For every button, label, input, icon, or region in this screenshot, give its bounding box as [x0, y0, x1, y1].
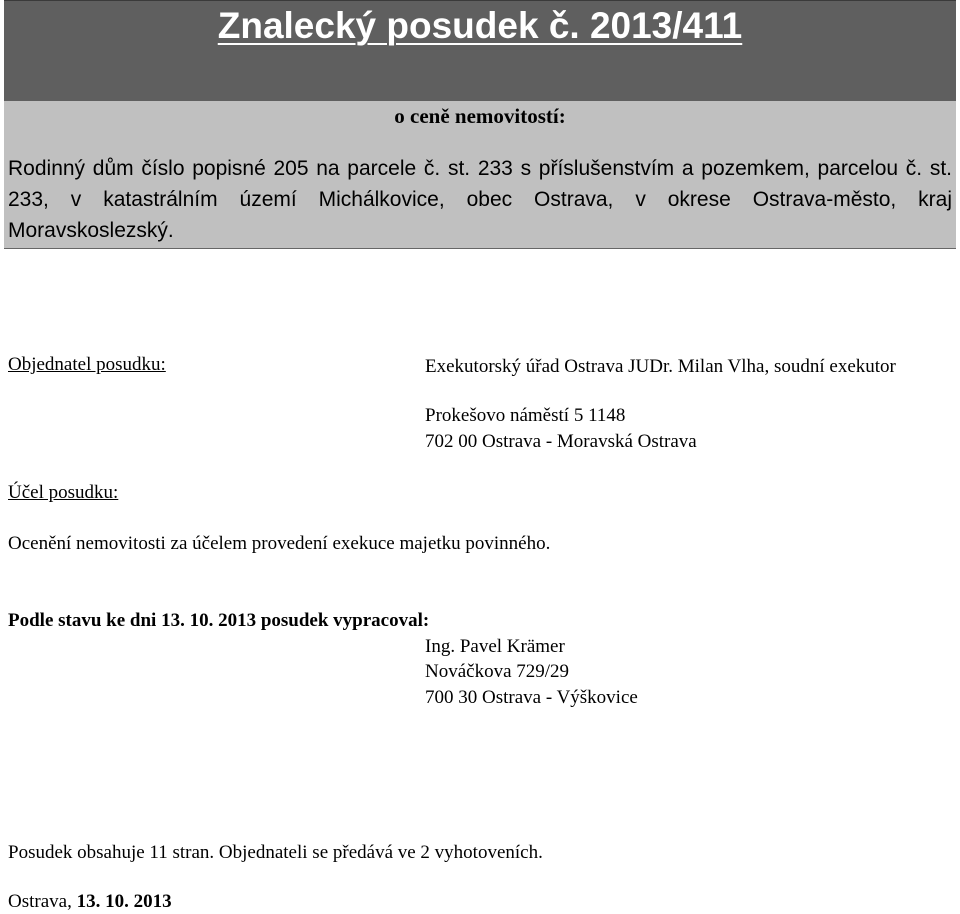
- client-label: Objednatel posudku:: [8, 354, 166, 375]
- place: Ostrava,: [8, 891, 72, 912]
- client-name: Exekutorský úřad Ostrava JUDr. Milan Vlha, soudní exekutor: [425, 356, 896, 377]
- author-label: Podle stavu ke dni 13. 10. 2013 posudek vypracoval:: [8, 610, 430, 631]
- title-band: [4, 0, 956, 102]
- pages-note: Posudek obsahuje 11 stran. Objednateli se předává ve 2 vyhotoveních.: [8, 842, 543, 863]
- purpose-label: Účel posudku:: [8, 482, 119, 503]
- property-description: Rodinný dům číslo popisné 205 na parcele č. st. 233 s příslušenstvím a pozemkem, parcelou č. st. 233, v katastrálním území Michálkovice, obec Ostrava, v okrese Ostrava-město, kraj Moravskoslezský.: [8, 157, 952, 242]
- page-title: Znalecký posudek č. 2013/411: [217, 5, 743, 46]
- author-street: Nováčkova 729/29: [425, 661, 570, 682]
- subtitle: o ceně nemovitostí:: [394, 104, 566, 128]
- purpose-text: Ocenění nemovitosti za účelem provedení exekuce majetku povinného.: [8, 533, 551, 554]
- client-street: Prokešovo náměstí 5 1148: [425, 405, 626, 426]
- date: 13. 10. 2013: [76, 891, 172, 912]
- author-name: Ing. Pavel Krämer: [425, 636, 565, 657]
- place-date: [8, 891, 172, 913]
- author-city: 700 30 Ostrava - Výškovice: [425, 687, 638, 708]
- client-city: 702 00 Ostrava - Moravská Ostrava: [425, 431, 697, 452]
